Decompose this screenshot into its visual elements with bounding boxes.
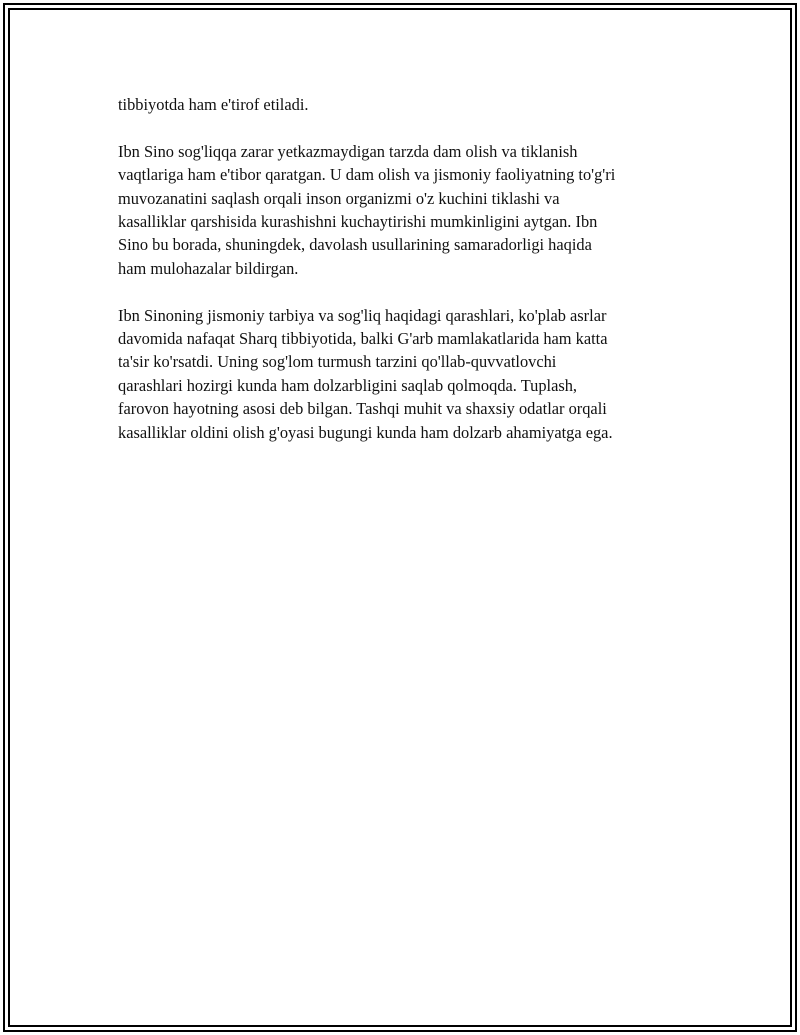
document-body bbox=[118, 93, 693, 467]
paragraph-2: Ibn Sino sog'liqqa zarar yetkazmaydigan tarzda dam olish va tiklanish vaqtlariga ham e'tibor qaratgan. U dam olish va jismoniy faoliyatning to'g'ri muvozanatini saqlash orqali inson organizmi o'z kuchini tiklashi va kasalliklar qarshisida kurashishni kuchaytirishi mumkinligini aytgan. Ibn Sino bu borada, shuningdek, davolash usullarining samaradorligi haqida ham mulohazalar bildirgan. bbox=[118, 141, 616, 278]
paragraph-3: Ibn Sinoning jismoniy tarbiya va sog'liq haqidagi qarashlari, ko'plab asrlar davomida nafaqat Sharq tibbiyotida, balki G'arb mamlakatlarida ham katta ta'sir ko'rsatdi. Uning sog'lom turmush tarzini qo'llab-quvvatlovchi qarashlari hozirgi kunda ham dolzarbligini saqlab qolmoqda. Tuplash, farovon hayotning asosi deb bilgan. Tashqi muhit va shaxsiy odatlar orqali kasalliklar oldini olish g'oyasi bugungi kunda ham dolzarb ahamiyatga ega. bbox=[118, 305, 613, 442]
paragraph-1: tibbiyotda ham e'tirof etiladi. bbox=[118, 95, 309, 114]
